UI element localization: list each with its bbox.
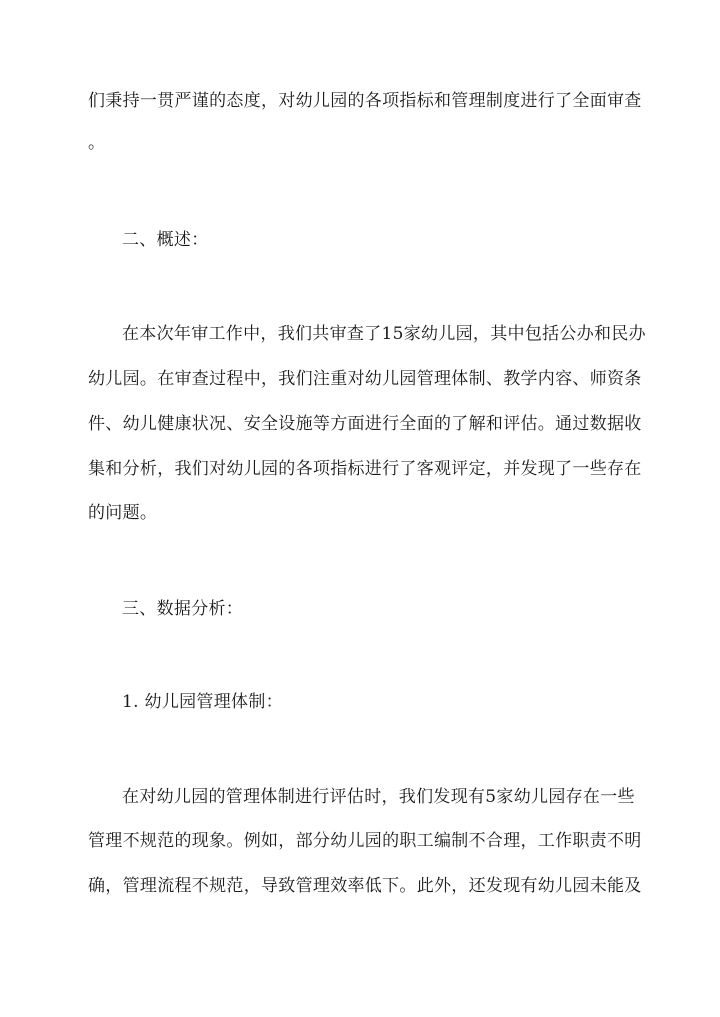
- section-3-heading: 三、数据分析：: [122, 599, 244, 619]
- overview-line-1: 在本次年审工作中，我们共审查了15家幼儿园，其中包括公办和民办: [122, 324, 646, 344]
- overview-line-2: 幼儿园。在审查过程中，我们注重对幼儿园管理体制、教学内容、师资条: [88, 369, 642, 389]
- management-line-2: 管理不规范的现象。例如，部分幼儿园的职工编制不合理，工作职责不明: [88, 831, 642, 851]
- intro-line-2: 。: [88, 133, 106, 153]
- management-line-3: 确，管理流程不规范，导致管理效率低下。此外，还发现有幼儿园未能及: [88, 876, 642, 896]
- management-line-1: 在对幼儿园的管理体制进行评估时，我们发现有5家幼儿园存在一些: [122, 787, 635, 807]
- intro-line-1: 们秉持一贯严谨的态度，对幼儿园的各项指标和管理制度进行了全面审查: [88, 91, 642, 111]
- section-2-heading: 二、概述：: [122, 230, 209, 250]
- overview-line-4: 集和分析，我们对幼儿园的各项指标进行了客观评定，并发现了一些存在: [88, 459, 642, 479]
- subsection-1-heading: 1. 幼儿园管理体制：: [122, 692, 283, 712]
- overview-line-3: 件、幼儿健康状况、安全设施等方面进行全面的了解和评估。通过数据收: [88, 414, 642, 434]
- overview-line-5: 的问题。: [88, 503, 158, 523]
